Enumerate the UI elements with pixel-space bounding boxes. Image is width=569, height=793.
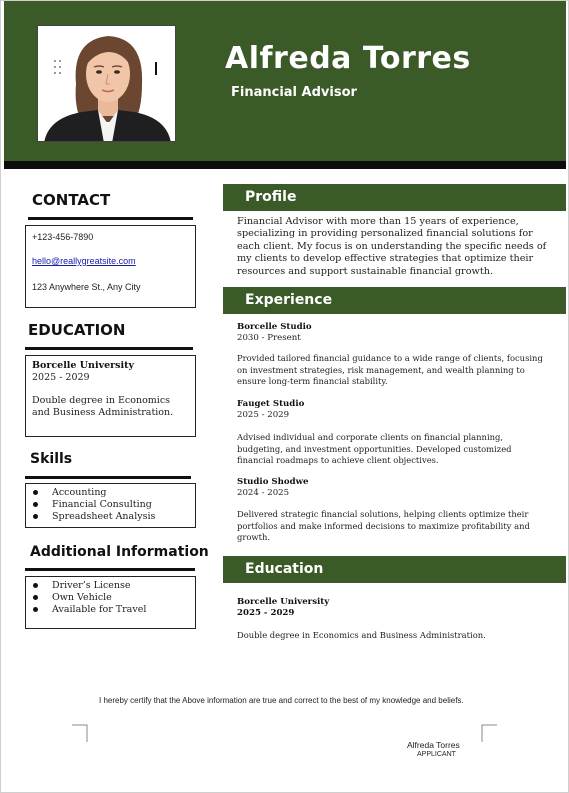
header-divider <box>4 161 566 169</box>
experience-section-bar <box>223 287 566 314</box>
profile-photo[interactable] <box>37 25 176 142</box>
bullet-icon <box>33 514 38 519</box>
bullet-icon <box>33 502 38 507</box>
additional-heading: Additional Information <box>30 544 209 560</box>
bullet-icon <box>33 490 38 495</box>
education-years: 2025 - 2029 <box>32 372 90 383</box>
experience-description: Provided tailored financial guidance to a wide range of clients, focusing on investment strategies, risk management, and wealth planning to ensure long-term financial stability. <box>237 353 543 387</box>
phone-number: +123-456-7890 <box>32 232 94 242</box>
job-title: Financial Advisor <box>231 85 357 100</box>
experience-description: Delivered strategic financial solutions, helping clients optimize their portfolios and make informed decisions to maximize profitability and growth. <box>237 509 530 543</box>
text-cursor <box>155 62 157 75</box>
experience-heading: Experience <box>245 292 333 308</box>
education-rule <box>25 347 193 350</box>
education-heading-right: Education <box>245 561 324 577</box>
certification-statement: I hereby certify that the Above information are true and correct to the best of my knowledge and beliefs. <box>99 696 464 705</box>
additional-rule <box>25 568 195 571</box>
profile-heading: Profile <box>245 189 297 205</box>
list-item: Accounting <box>26 487 195 499</box>
experience-company: Borcelle Studio <box>237 322 312 332</box>
list-item: Own Vehicle <box>26 592 195 604</box>
experience-dates: 2025 - 2029 <box>237 410 290 420</box>
skills-box <box>25 483 196 528</box>
experience-dates: 2030 - Present <box>237 333 301 343</box>
list-item: Financial Consulting <box>26 499 195 511</box>
bullet-icon <box>33 607 38 612</box>
education-degree-line2: and Business Administration. <box>32 407 174 418</box>
education-description-right: Double degree in Economics and Business Administration. <box>237 630 486 640</box>
education-years-right: 2025 - 2029 <box>237 608 295 618</box>
contact-rule <box>28 217 193 220</box>
signature-name: Alfreda Torres <box>407 740 460 750</box>
education-box <box>25 355 196 437</box>
contact-heading: CONTACT <box>32 191 111 209</box>
bullet-icon <box>33 583 38 588</box>
education-section-bar <box>223 556 566 583</box>
contact-box <box>25 225 196 308</box>
skills-list <box>26 487 195 523</box>
additional-list <box>26 580 195 616</box>
corner-mark-right <box>481 724 497 742</box>
skills-rule <box>25 476 191 479</box>
portrait-image <box>38 26 176 142</box>
skills-heading: Skills <box>30 451 73 467</box>
drag-handle-icon[interactable] <box>53 59 63 77</box>
applicant-name: Alfreda Torres <box>225 41 471 76</box>
email-link[interactable]: hello@reallygreatsite.com <box>32 256 136 266</box>
additional-box <box>25 576 196 629</box>
list-item: Available for Travel <box>26 604 195 616</box>
education-school-right: Borcelle University <box>237 597 330 607</box>
address: 123 Anywhere St., Any City <box>32 282 141 292</box>
experience-company: Studio Shodwe <box>237 477 309 487</box>
bullet-icon <box>33 595 38 600</box>
experience-company: Fauget Studio <box>237 399 305 409</box>
experience-description: Advised individual and corporate clients on financial planning, budgeting, and investment opportunities. Developed customized financial roadmaps to achieve client objectives. <box>237 432 512 466</box>
signature-role: APPLICANT <box>417 751 456 758</box>
profile-text: Financial Advisor with more than 15 years of experience, specializing in providing personalized financial solutions for each client. My focus is on understanding the specific needs of my clients to develop effective strategies that optimize their resources and support sustainable financial growth. <box>237 216 547 277</box>
experience-dates: 2024 - 2025 <box>237 488 290 498</box>
education-heading-left: EDUCATION <box>28 321 126 339</box>
list-item: Spreadsheet Analysis <box>26 511 195 523</box>
education-degree-line1: Double degree in Economics <box>32 395 171 406</box>
profile-section-bar <box>223 184 566 211</box>
corner-mark-left <box>72 724 88 742</box>
list-item: Driver’s License <box>26 580 195 592</box>
education-school: Borcelle University <box>32 360 135 371</box>
